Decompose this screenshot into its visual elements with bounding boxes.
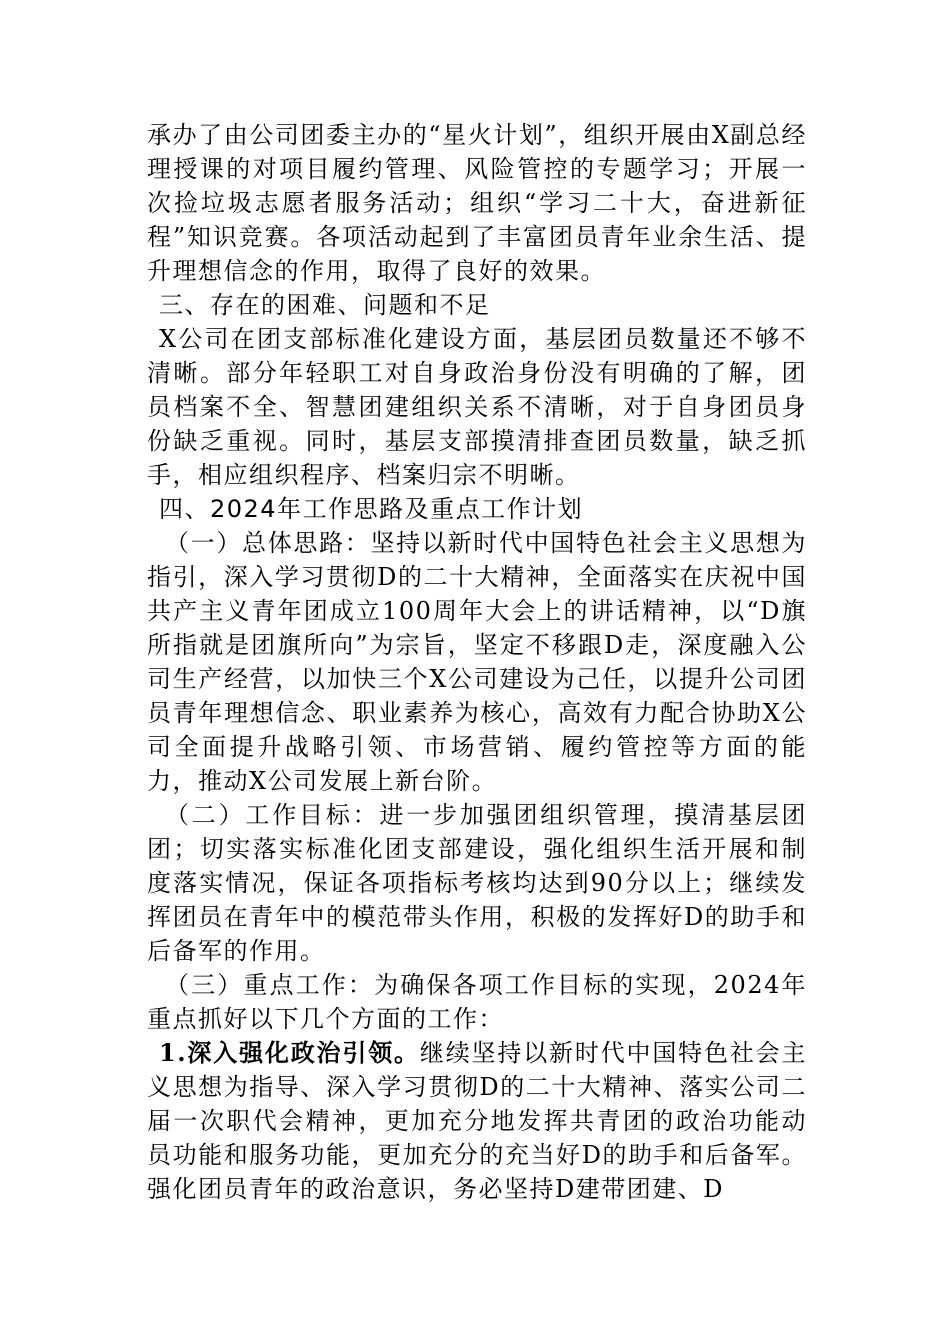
heading-section-4: 四、2024年工作思路及重点工作计划 [159,495,584,523]
item-1-title: 1.深入强化政治引领。 [159,1038,420,1067]
item-1-body: 继续坚持以新时代中国特色社会主义思想为指导、深入学习贯彻D的二十大精神、落实公司二届一次职代会精神，更加充分地发挥共青团的政治功能动员功能和服务功能，更加充分的充当好D的助手和后备军。强化团员青年的政治意识，务必坚持D建带团建、D [147,1039,808,1203]
key-work-body: 为确保各项工作目标的实现，2024年重点抓好以下几个方面的工作： [147,971,807,1033]
paragraph-work-goals [147,798,807,968]
paragraph-key-work [147,968,807,1036]
subheading-key-work: （三）重点工作： [165,971,375,999]
paragraph-activities: 承办了由公司团委主办的“星火计划”，组织开展由X副总经理授课的对项目履约管理、风险管控的专题学习；开展一次捡垃圾志愿者服务活动；组织“学习二十大，奋进新征程”知识竞赛。各项活动起到了丰富团员青年业余生活、提升理想信念的作用，取得了良好的效果。 [147,121,807,285]
paragraph-overall-approach [147,526,807,798]
paragraph-problems: X公司在团支部标准化建设方面，基层团员数量还不够不清晰。部分年轻职工对自身政治身份没有明确的了解，团员档案不全、智慧团建组织关系不清晰，对于自身团员身份缺乏重视。同时，基层支部摸清排查团员数量，缺乏抓手，相应组织程序、档案归宗不明晰。 [147,325,807,489]
heading-section-3: 三、存在的困难、问题和不足 [159,291,491,319]
work-goals-body: 进一步加强团组织管理，摸清基层团团；切实落实标准化团支部建设，强化组织生活开展和制度落实情况，保证各项指标考核均达到90分以上；继续发挥团员在青年中的模范带头作用，积极的发挥好D的助手和后备军的作用。 [147,801,808,965]
overall-approach-body: 坚持以新时代中国特色社会主义思想为指引，深入学习贯彻D的二十大精神，全面落实在庆祝中国共产主义青年团成立100周年大会上的讲话精神，以“D旗所指就是团旗所向”为宗旨，坚定不移跟D走，深度融入公司生产经营，以加快三个X公司建设为己任，以提升公司团员青年理想信念、职业素养为核心，高效有力配合协助X公司全面提升战略引领、市场营销、履约管控等方面的能力，推动X公司发展上新台阶。 [147,529,807,795]
subheading-overall-approach: （一）总体思路： [165,529,371,557]
paragraph-political-leadership [147,1036,807,1206]
document-page [147,118,807,1206]
subheading-work-goals: （二）工作目标： [165,801,380,829]
